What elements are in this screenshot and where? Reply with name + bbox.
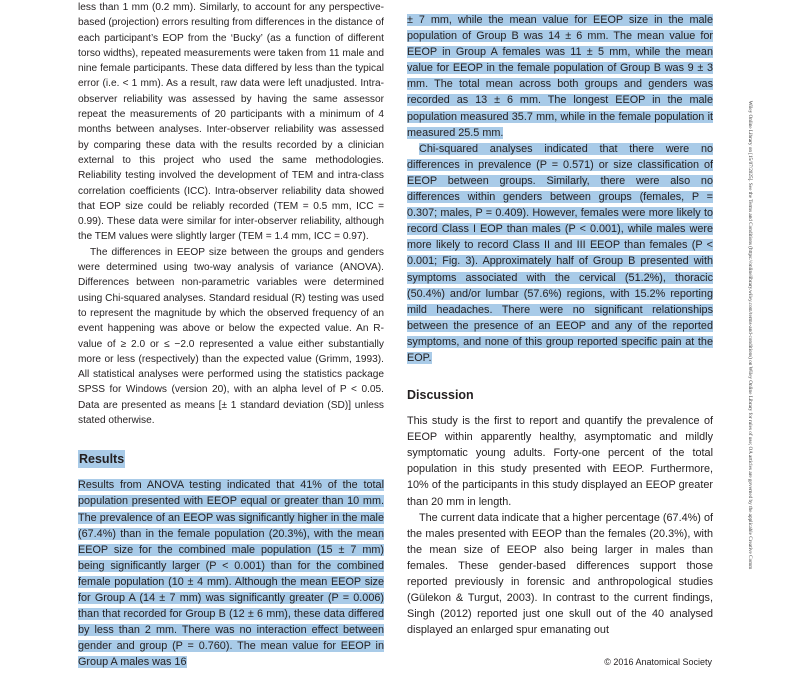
statistics-paragraph: The differences in EEOP size between the groups and genders were determined using two-way analysis of variance (ANOVA). Differences between non-parametric variables were determined using Chi-squared analyses. Standard residual (R) testing was used to represent the magnitude by which the observed frequency of an event happening was above or below the expected value. An R-value of ≥ 2.0 or ≤ −2.0 represented a value either substantially more or less (respectively) than the expected value (Grimm, 1993). All statistical analyses were performed using the statistics package SPSS for Windows (version 20), with an alpha level of P < 0.05. Data are presented as means [± 1 standard deviation (SD)] unless stated otherwise. — [78, 246, 384, 427]
right-column — [407, 0, 713, 638]
results-paragraph — [78, 477, 384, 670]
chi-squared-highlight: Chi-squared analyses indicated that there were no differences in prevalence (P = 0.571) or size classification of EEOP between groups. Similarly, there were also no differences within genders between groups (females, P = 0.307; males, P = 0.409). However, females were more likely to record Class I EOP than males (P < 0.001), while males were more likely to record Class II and III EEOP than females (P < 0.001; Fig. 3). Approximately half of Group B presented with symptoms associated with the cervical (51.2%), thoracic (50.4%) and/or lumbar (57.6%) regions, with 15.2% reporting mild headaches. There were no significant relationships between the presence of an EEOP and any of the reported symptoms, and none of this group reported specific pain at the EOP. — [407, 142, 713, 364]
results-continued-highlight: ± 7 mm, while the mean value for EEOP size in the male population of Group B was 14 ± 6 mm. The mean value for EEOP in Group A females was 11 ± 5 mm, while the mean value for EEOP in the female population of Group B was 9 ± 3 mm. The total mean across both groups and genders was recorded as 13 ± 6 mm. The longest EEOP in the male population measured 35.7 mm, while in the female population it measured 25.5 mm. — [407, 14, 713, 139]
results-heading-text: Results — [79, 452, 125, 467]
copyright-footer: © 2016 Anatomical Society — [604, 657, 712, 667]
results-paragraph-continued — [407, 12, 713, 141]
methods-paragraph-continued: less than 1 mm (0.2 mm). Similarly, to account for any perspective-based (projection) errors resulting from differences in the distance of each participant’s EOP from the ‘Bucky’ (as a function of different torso widths), repeated measurements were taken from 11 male and nine female participants. These data differed by less than the typical error (i.e. < 1 mm). As a result, raw data were left unadjusted. Intra-observer reliability was assessed by having the same assessor repeat the measurements of 20 participants with a minimum of 4 months between analyses. Inter-observer reliability was assessed by comparing these data with the results recorded by a clinician external to this project who used the same methodologies. Reliability testing involved the development of TEM and intra-class correlation coefficients (ICC). Intra-observer reliability data showed that EOP size could be reliably recorded (TEM = 0.5 mm, ICC = 0.99). These data were similar for inter-observer reliability, although the TEM values were slightly larger (TEM = 1.4 mm, ICC = 0.97). — [78, 2, 384, 243]
discussion-paragraph-1: This study is the first to report and quantify the prevalence of EEOP within apparently healthy, asymptomatic and mildly symptomatic young adults. Forty-one percent of the total population in this study presented with EEOP. Furthermore, 10% of the participants in this study displayed an EEOP greater than 20 mm in length. — [407, 415, 713, 508]
discussion-heading: Discussion — [407, 388, 474, 403]
results-heading — [78, 450, 384, 468]
results-highlight: Results from ANOVA testing indicated that 41% of the total population presented with EEOP equal or greater than 10 mm. The prevalence of an EEOP was significantly higher in the male (67.4%) than in the female population (20.3%), with the mean EEOP size for the combined male population (15 ± 7 mm) being significantly larger (P < 0.001) than for the combined female population (10 ± 4 mm). Although the mean EEOP size for Group A (14 ± 7 mm) was significantly greater (P = 0.006) than that recorded for Group B (12 ± 6 mm), these data differed by less than 2 mm. There was no interaction effect between gender and group (P = 0.760). The mean value for EEOP in Group A males was 16 — [78, 479, 384, 669]
left-column — [78, 0, 384, 670]
discussion-paragraph-2: The current data indicate that a higher percentage (67.4%) of the males presented with EEOP than the females (20.3%), with the mean size of EEOP also being larger in males than females. These gender-based differences support those reported previously in forensic and anthropological studies (Gülekon & Turgut, 2003). In contrast to the current findings, Singh (2012) reported just one skull out of the 40 analysed displayed an enlarged spur emanating out — [407, 511, 713, 637]
side-license-strip: Wiley Online Library on [15/07/2025]. See the Terms and Conditions (https://onlinelibrary.wiley.com/terms-and-conditions) on Wiley Online Library for rules of use; OA articles are governed by the applicable Creative Comm — [747, 100, 753, 570]
chi-squared-paragraph — [407, 141, 713, 366]
